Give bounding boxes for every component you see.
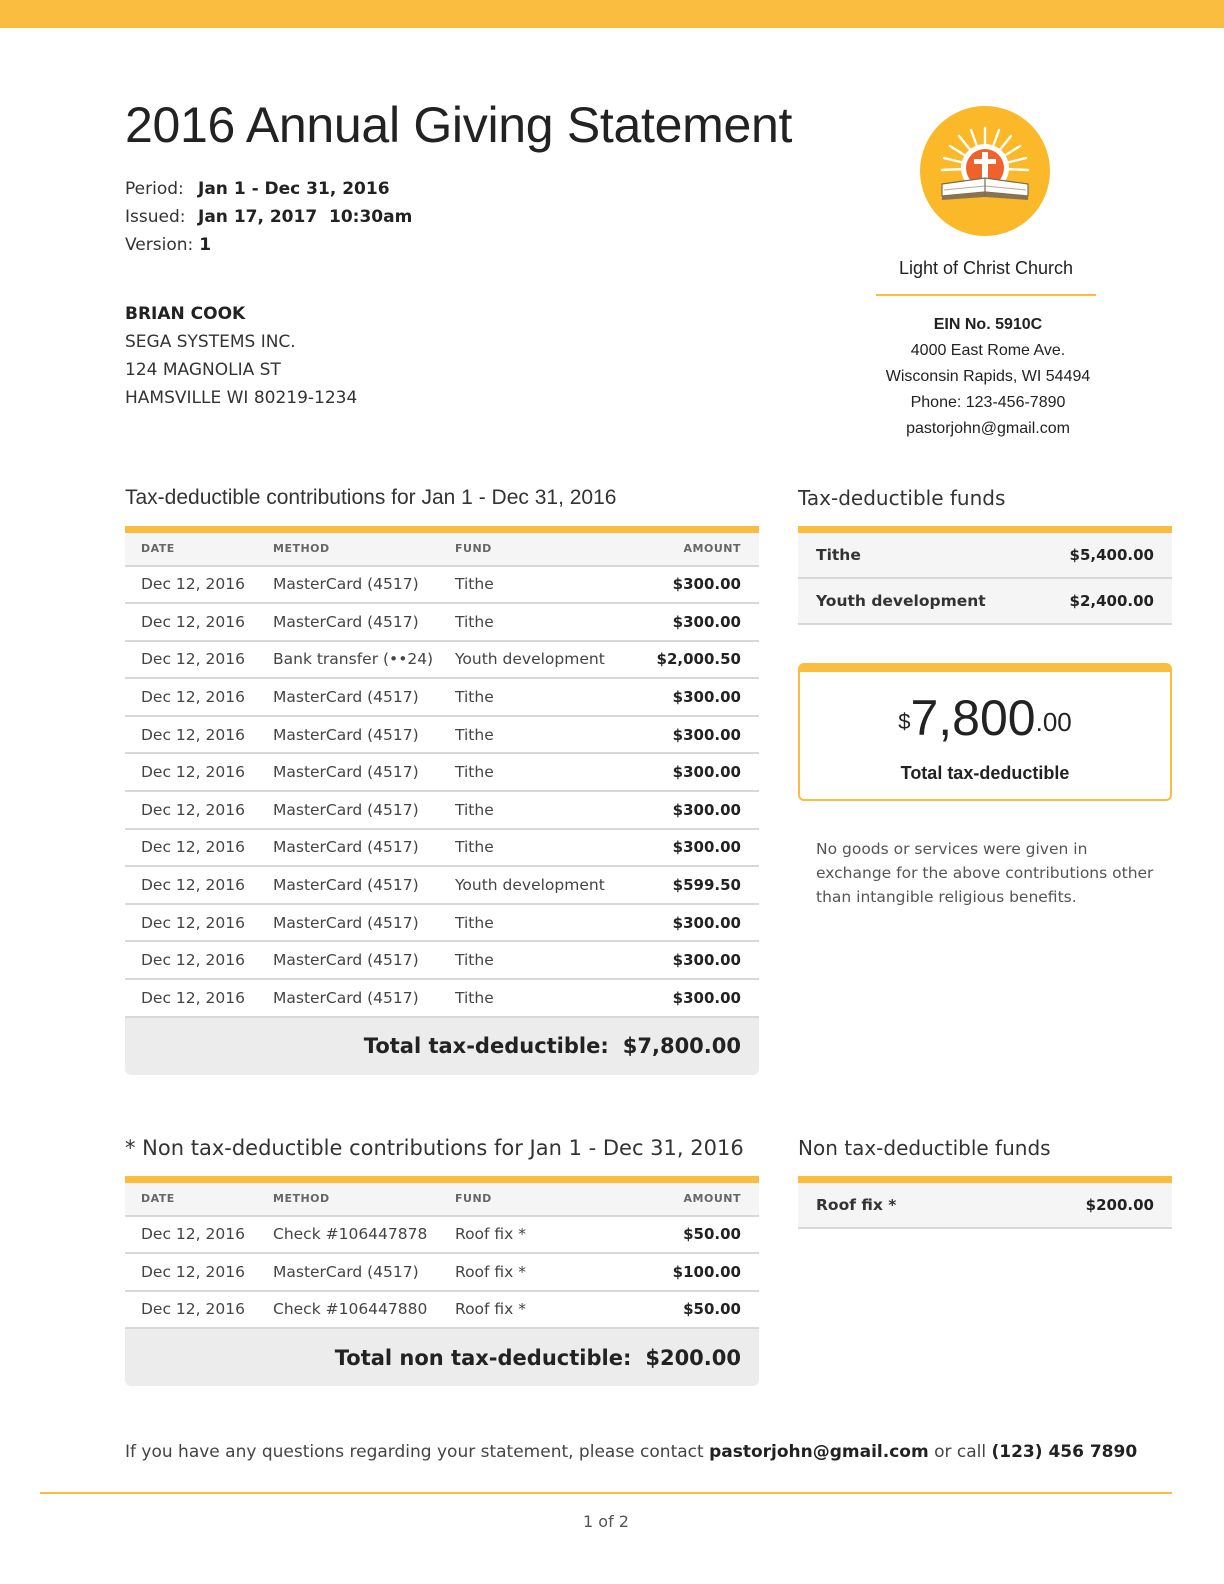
row-amount: $50.00 [645,1291,759,1329]
row-fund: Youth development [455,866,645,904]
row-amount: $50.00 [645,1216,759,1254]
period-label: Period: [125,179,184,199]
column-header-fund: FUND [455,1180,645,1216]
total-tax-deductible-box [798,663,1172,801]
nontax-total-value: $200.00 [645,1345,741,1370]
column-header-amount: AMOUNT [645,530,759,566]
row-fund: Roof fix * [455,1291,645,1329]
fund-row [798,579,1172,625]
total-currency: $ [898,709,911,734]
row-date: Dec 12, 2016 [125,1216,273,1254]
row-amount: $599.50 [645,866,759,904]
total-amount [800,690,1170,759]
church-address1: 4000 East Rome Ave. [910,342,1066,359]
nontax-section-title: * Non tax-deductible contributions for Jan 1 - Dec 31, 2016 [125,1136,744,1160]
table-row [125,941,759,979]
table-row [125,641,759,679]
tax-contributions-table [125,526,759,1075]
tax-section-title: Tax-deductible contributions for Jan 1 - Dec 31, 2016 [125,486,617,509]
table-row [125,566,759,604]
row-amount: $300.00 [645,941,759,979]
row-fund: Tithe [455,603,645,641]
fund-name: Youth development [816,592,986,610]
tax-funds-list [798,526,1172,625]
row-amount: $2,000.50 [645,641,759,679]
church-name: Light of Christ Church [898,258,1074,278]
row-fund: Tithe [455,566,645,604]
row-date: Dec 12, 2016 [125,979,273,1017]
row-amount: $300.00 [645,603,759,641]
table-total-row [125,1017,759,1075]
row-amount: $300.00 [645,979,759,1017]
column-header-amount: AMOUNT [645,1180,759,1216]
total-whole: 7,800 [910,690,1036,746]
table-row [125,866,759,904]
row-amount: $300.00 [645,716,759,754]
row-method: MasterCard (4517) [273,941,455,979]
row-date: Dec 12, 2016 [125,904,273,942]
version-value: 1 [199,235,212,255]
row-date: Dec 12, 2016 [125,791,273,829]
footer-text-before: If you have any questions regarding your statement, please contact [125,1442,710,1462]
footer-text-middle: or call [928,1442,992,1462]
row-date: Dec 12, 2016 [125,566,273,604]
column-header-date: DATE [125,1180,273,1216]
nontax-contributions-table [125,1176,759,1386]
donor-company: SEGA SYSTEMS INC. [125,332,296,352]
nontax-funds-title: Non tax-deductible funds [798,1136,1051,1160]
period-value: Jan 1 - Dec 31, 2016 [198,179,390,199]
tax-funds-title: Tax-deductible funds [798,486,1006,510]
top-accent-bar [0,0,1224,28]
row-fund: Roof fix * [455,1216,645,1254]
row-date: Dec 12, 2016 [125,753,273,791]
row-method: MasterCard (4517) [273,753,455,791]
donor-address [125,300,357,412]
church-ein: EIN No. 5910C [933,316,1043,333]
row-amount: $300.00 [645,904,759,942]
row-method: MasterCard (4517) [273,566,455,604]
row-fund: Tithe [455,904,645,942]
table-row [125,716,759,754]
table-row [125,603,759,641]
column-header-date: DATE [125,530,273,566]
row-fund: Tithe [455,941,645,979]
table-row [125,904,759,942]
row-fund: Tithe [455,753,645,791]
row-amount: $300.00 [645,753,759,791]
row-date: Dec 12, 2016 [125,641,273,679]
fund-row [798,533,1172,579]
row-method: Check #106447880 [273,1291,455,1329]
table-row [125,1253,759,1291]
row-amount: $300.00 [645,791,759,829]
table-header-row [125,530,759,566]
page-number: 1 of 2 [583,1512,629,1531]
donor-street: 124 MAGNOLIA ST [125,360,281,380]
fund-name: Tithe [816,546,861,564]
nontax-total-label: Total non tax-deductible: [334,1345,632,1370]
issued-value: Jan 17, 2017 10:30am [198,207,413,227]
row-date: Dec 12, 2016 [125,1253,273,1291]
row-date: Dec 12, 2016 [125,941,273,979]
tax-note: No goods or services were given in exchange for the above contributions other than intangible religious benefits. [816,840,1154,906]
column-header-fund: FUND [455,530,645,566]
row-fund: Tithe [455,716,645,754]
row-fund: Tithe [455,979,645,1017]
row-fund: Tithe [455,791,645,829]
total-label: Total tax-deductible [900,763,1070,783]
row-method: MasterCard (4517) [273,678,455,716]
row-fund: Roof fix * [455,1253,645,1291]
row-amount: $100.00 [645,1253,759,1291]
footer-divider [40,1492,1172,1494]
donor-name: BRIAN COOK [125,304,246,324]
footer-phone[interactable]: (123) 456 7890 [991,1442,1138,1462]
version-row [125,231,412,259]
tax-total-value: $7,800.00 [622,1034,741,1059]
row-fund: Tithe [455,678,645,716]
row-method: MasterCard (4517) [273,791,455,829]
church-bible-cross-sun-icon [920,106,1050,236]
table-row [125,678,759,716]
version-label: Version: [125,235,194,255]
table-row [125,791,759,829]
statement-meta [125,175,412,259]
table-row [125,753,759,791]
church-email[interactable]: pastorjohn@gmail.com [906,420,1070,437]
table-row [125,979,759,1017]
row-date: Dec 12, 2016 [125,1291,273,1329]
period-row [125,175,412,203]
table-row [125,829,759,867]
row-method: MasterCard (4517) [273,979,455,1017]
fund-name: Roof fix * [816,1196,897,1214]
row-method: MasterCard (4517) [273,716,455,754]
nontax-total [125,1328,759,1386]
footer-email[interactable]: pastorjohn@gmail.com [709,1442,929,1462]
church-address2: Wisconsin Rapids, WI 54494 [885,368,1091,385]
donor-city: HAMSVILLE WI 80219-1234 [125,388,358,408]
fund-amount: $5,400.00 [1069,546,1154,564]
fund-amount: $200.00 [1085,1196,1154,1214]
fund-row [798,1183,1172,1229]
table-row [125,1216,759,1254]
row-method: Check #106447878 [273,1216,455,1254]
footer-contact [125,1442,1137,1462]
tax-total-label: Total tax-deductible: [363,1034,609,1059]
row-date: Dec 12, 2016 [125,829,273,867]
nontax-funds-list [798,1176,1172,1229]
fund-amount: $2,400.00 [1069,592,1154,610]
total-cents: .00 [1035,707,1072,737]
issued-row [125,203,412,231]
row-fund: Youth development [455,641,645,679]
row-amount: $300.00 [645,566,759,604]
page-title: 2016 Annual Giving Statement [125,97,793,153]
row-date: Dec 12, 2016 [125,603,273,641]
row-method: Bank transfer (••24) [273,641,455,679]
row-date: Dec 12, 2016 [125,678,273,716]
tax-total [125,1017,759,1075]
column-header-method: METHOD [273,1180,455,1216]
row-method: MasterCard (4517) [273,866,455,904]
column-header-method: METHOD [273,530,455,566]
row-amount: $300.00 [645,829,759,867]
row-method: MasterCard (4517) [273,603,455,641]
table-header-row [125,1180,759,1216]
church-phone: Phone: 123-456-7890 [910,394,1066,411]
table-row [125,1291,759,1329]
row-amount: $300.00 [645,678,759,716]
issued-label: Issued: [125,207,186,227]
row-method: MasterCard (4517) [273,904,455,942]
row-date: Dec 12, 2016 [125,866,273,904]
row-fund: Tithe [455,829,645,867]
table-total-row [125,1328,759,1386]
row-date: Dec 12, 2016 [125,716,273,754]
church-info [858,312,1118,442]
row-method: MasterCard (4517) [273,1253,455,1291]
row-method: MasterCard (4517) [273,829,455,867]
church-divider [876,294,1096,296]
